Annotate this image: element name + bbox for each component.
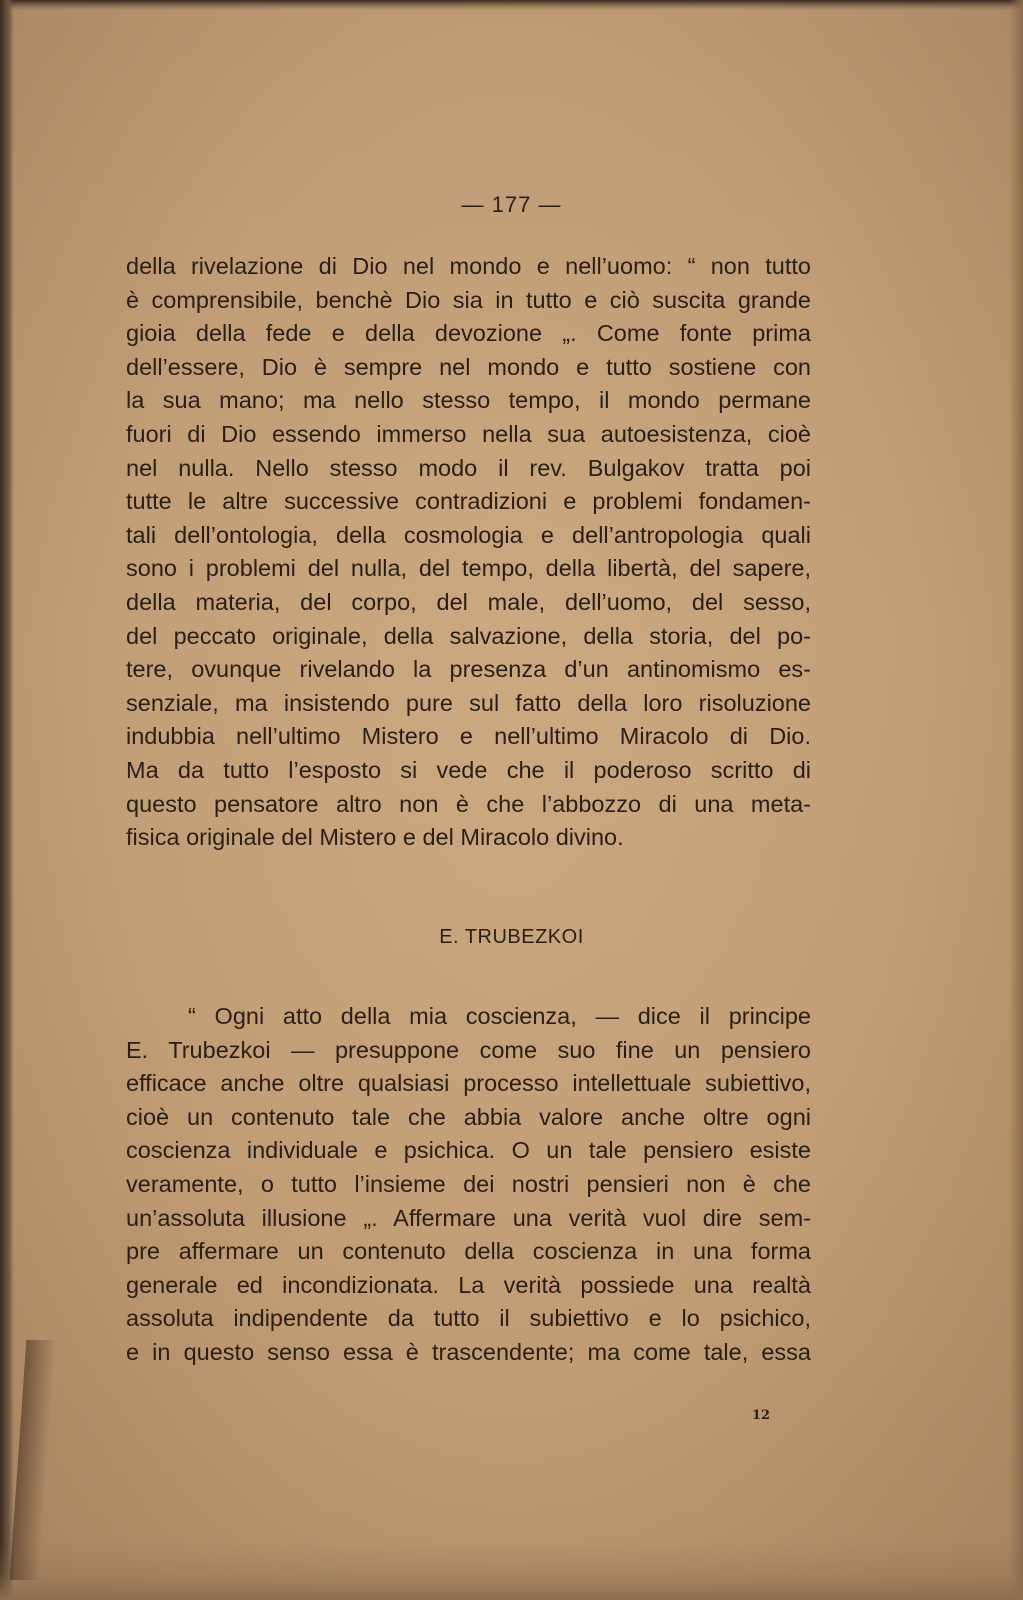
- text-line: “ Ogni atto della mia coscienza, — dice il principe: [188, 1003, 811, 1029]
- text-line: generale ed incondizionata. La verità possiede una realtà: [126, 1271, 811, 1298]
- page-number: — 177 —: [461, 192, 562, 217]
- text-line: della rivelazione di Dio nel mondo e nell’uomo: “ non tutto: [126, 253, 811, 279]
- text-line: è comprensibile, benchè Dio sia in tutto e ciò suscita grande: [126, 286, 811, 313]
- text-line: tutte le altre successive contradizioni e problemi fondamen-: [126, 488, 811, 515]
- text-line: Ma da tutto l’esposto si vede che il poderoso scritto di: [126, 756, 811, 783]
- text-line: cioè un contenuto tale che abbia valore anche oltre ogni: [126, 1103, 811, 1130]
- text-line: coscienza individuale e psichica. O un tale pensiero esiste: [126, 1137, 811, 1164]
- text-line: tere, ovunque rivelando la presenza d’un antinomismo es-: [126, 656, 811, 683]
- text-line: senziale, ma insistendo pure sul fatto della loro risoluzione: [126, 689, 811, 716]
- text-line: veramente, o tutto l’insieme dei nostri pensieri non è che: [126, 1170, 811, 1197]
- signature-mark: 12: [752, 1408, 771, 1423]
- text-line: questo pensatore altro non è che l’abbozzo di una meta-: [126, 790, 811, 817]
- text-line: sono i problemi del nulla, del tempo, della libertà, del sapere,: [126, 555, 811, 582]
- text-line: del peccato originale, della salvazione, della storia, del po-: [126, 622, 811, 649]
- page-edge-bottom: [0, 1540, 1023, 1600]
- text-line: pre affermare un contenuto della coscienza in una forma: [126, 1238, 811, 1265]
- text-line: e in questo senso essa è trascendente; ma come tale, essa: [126, 1338, 811, 1365]
- page-edge-top: [0, 0, 1023, 10]
- text-line: dell’essere, Dio è sempre nel mondo e tutto sostiene con: [126, 353, 811, 380]
- page-edge-right: [1009, 0, 1023, 1600]
- text-line: della materia, del corpo, del male, dell’uomo, del sesso,: [126, 588, 811, 615]
- text-line: assoluta indipendente da tutto il subiettivo e lo psichico,: [126, 1305, 811, 1332]
- text-line: fuori di Dio essendo immerso nella sua autoesistenza, cioè: [126, 420, 811, 447]
- text-line: E. Trubezkoi — presuppone come suo fine un pensiero: [126, 1036, 811, 1063]
- text-line: un’assoluta illusione „. Affermare una verità vuol dire sem-: [126, 1204, 811, 1231]
- text-line: tali dell’ontologia, della cosmologia e dell’antropologia quali: [126, 521, 811, 548]
- page-edge-left: [0, 0, 14, 1600]
- text-line: fisica originale del Mistero e del Miracolo divino.: [126, 824, 624, 851]
- text-line: la sua mano; ma nello stesso tempo, il mondo permane: [126, 387, 811, 414]
- text-line: nel nulla. Nello stesso modo il rev. Bulgakov tratta poi: [126, 454, 811, 481]
- text-line: gioia della fede e della devozione „. Come fonte prima: [126, 320, 811, 347]
- text-line: indubbia nell’ultimo Mistero e nell’ultimo Miracolo di Dio.: [126, 723, 811, 750]
- section-heading: E. TRUBEZKOI: [439, 926, 584, 948]
- paragraph-bulgakov: [126, 250, 811, 855]
- paragraph-trubezkoi: [126, 1000, 811, 1370]
- text-line: efficace anche oltre qualsiasi processo intellettuale subiettivo,: [126, 1070, 811, 1097]
